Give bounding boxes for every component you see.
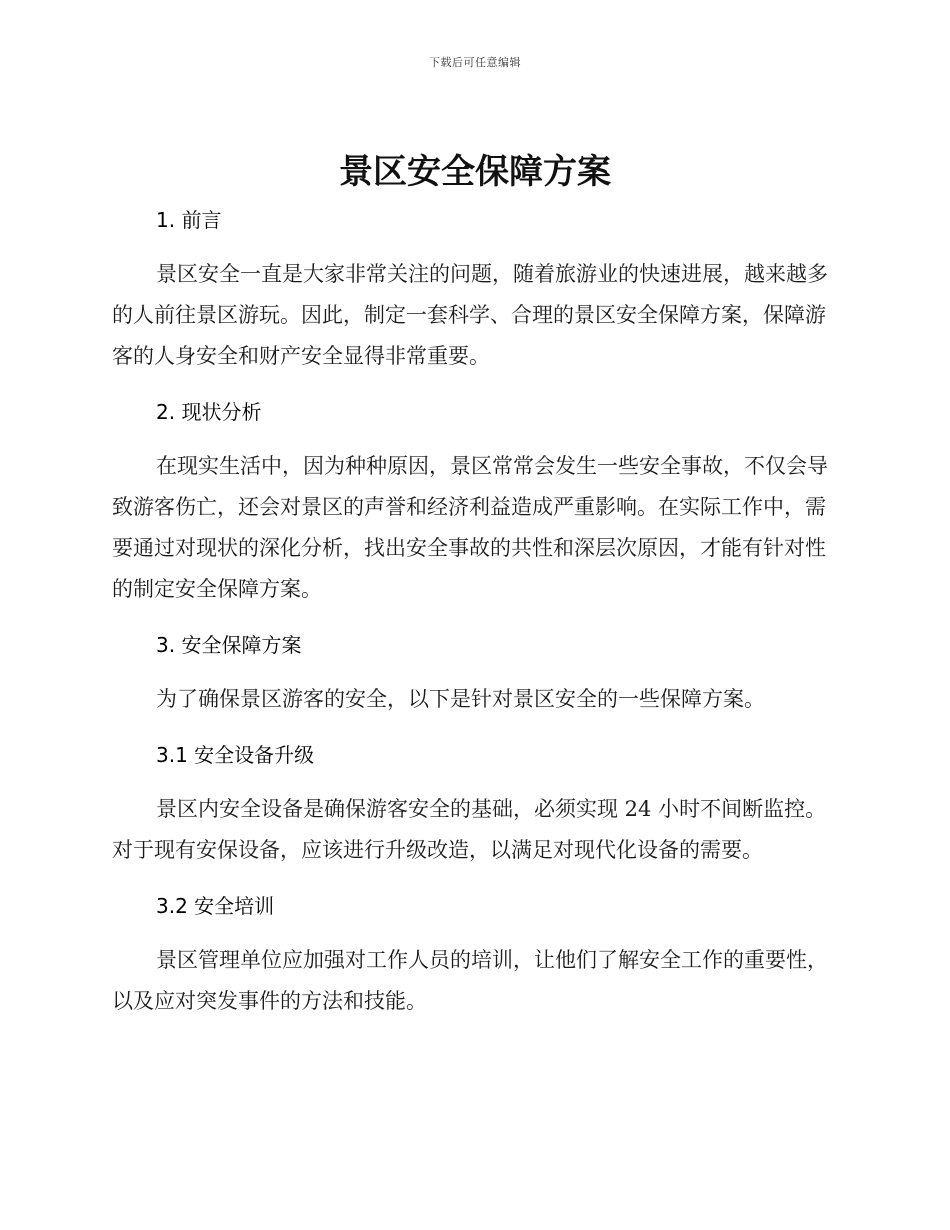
paragraph-equipment-upgrade: 景区内安全设备是确保游客安全的基础，必须实现 24 小时不间断监控。对于现有安保设备，应该进行升级改造，以满足对现代化设备的需要。 — [112, 797, 827, 862]
document-body — [112, 202, 832, 1022]
section-heading-safety-plan: 3. 安全保障方案 — [156, 633, 302, 657]
header-note: 下载后可任意编辑 — [429, 56, 521, 69]
section-heading-equipment-upgrade: 3.1 安全设备升级 — [156, 743, 315, 767]
paragraph-status-analysis: 在现实生活中，因为种种原因，景区常常会发生一些安全事故，不仅会导致游客伤亡，还会对景区的声誉和经济利益造成严重影响。在实际工作中，需要通过对现状的深化分析，找出安全事故的共性和深层次原因，才能有针对性的制定安全保障方案。 — [112, 454, 828, 601]
section-heading-safety-training: 3.2 安全培训 — [156, 894, 275, 918]
paragraph-preface: 景区安全一直是大家非常关注的问题，随着旅游业的快速进展，越来越多的人前往景区游玩。因此，制定一套科学、合理的景区安全保障方案，保障游客的人身安全和财产安全显得非常重要。 — [112, 262, 828, 368]
paragraph-safety-training: 景区管理单位应加强对工作人员的培训，让他们了解安全工作的重要性，以及应对突发事件的方法和技能。 — [112, 948, 828, 1013]
section-heading-preface: 1. 前言 — [156, 208, 222, 232]
section-heading-status-analysis: 2. 现状分析 — [156, 400, 262, 424]
paragraph-safety-plan: 为了确保景区游客的安全，以下是针对景区安全的一些保障方案。 — [156, 687, 765, 711]
document-title: 景区安全保障方案 — [339, 152, 611, 192]
